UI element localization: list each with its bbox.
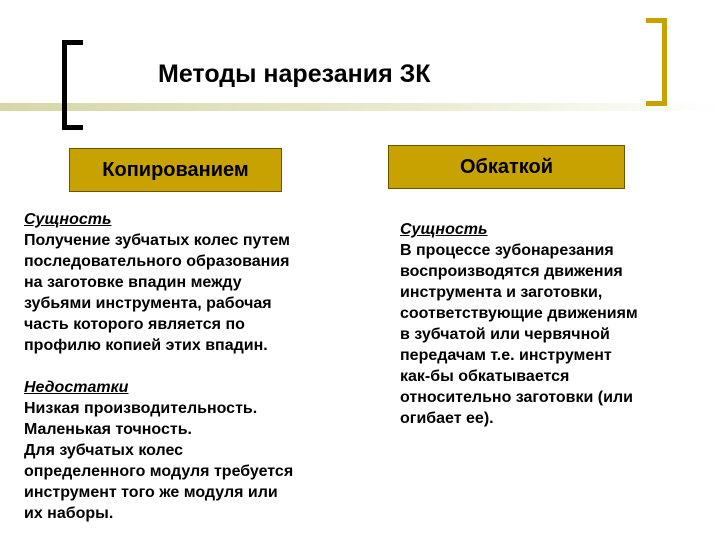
copying-drawbacks-heading: Недостатки [24, 379, 129, 396]
rolling-essence-line: передачам т.е. инструмент [400, 347, 612, 364]
left-bracket-decoration [62, 40, 83, 130]
copying-drawbacks-line: Маленькая точность. [24, 421, 192, 438]
copying-essence-line: Получение зубчатых колес путем [24, 232, 290, 249]
copying-drawbacks-line: инструмент того же модуля или [24, 484, 278, 501]
copying-essence-line: профилю копией этих впадин. [24, 337, 268, 354]
copying-essence-line: на заготовке впадин между [24, 274, 242, 291]
copying-description [24, 209, 293, 524]
rolling-essence-line: относительно заготовки (или [400, 389, 633, 406]
copying-drawbacks-line: их наборы. [24, 505, 114, 522]
rolling-essence-line: в зубчатой или червячной [400, 326, 610, 343]
right-bracket-decoration [646, 18, 667, 106]
rolling-essence-line: соответствующие движениям [400, 305, 638, 322]
copying-essence-line: последовательного образования [24, 253, 290, 270]
slide-title: Методы нарезания ЗК [158, 60, 431, 88]
header-divider-line [0, 103, 720, 111]
copying-drawbacks-line: определенного модуля требуется [24, 463, 294, 480]
copying-essence-line: часть которого является по [24, 316, 245, 333]
rolling-essence-heading: Сущность [400, 221, 488, 238]
copying-drawbacks-line: Для зубчатых колес [24, 442, 184, 459]
copying-essence-line: зубьями инструмента, рабочая [24, 295, 272, 312]
section-spacer [24, 356, 293, 377]
rolling-essence-line: воспроизводятся движения [400, 263, 623, 280]
rolling-essence-line: В процессе зубонарезания [400, 242, 614, 259]
rolling-essence-line: огибает ее). [400, 410, 494, 427]
method-rolling-box: Обкаткой [388, 145, 625, 189]
method-copying-box: Копированием [69, 148, 282, 192]
copying-essence-heading: Сущность [24, 211, 112, 228]
rolling-essence-line: инструмента и заготовки, [400, 284, 603, 301]
rolling-description [400, 219, 638, 429]
copying-drawbacks-line: Низкая производительность. [24, 400, 258, 417]
rolling-essence-line: как-бы обкатывается [400, 368, 570, 385]
